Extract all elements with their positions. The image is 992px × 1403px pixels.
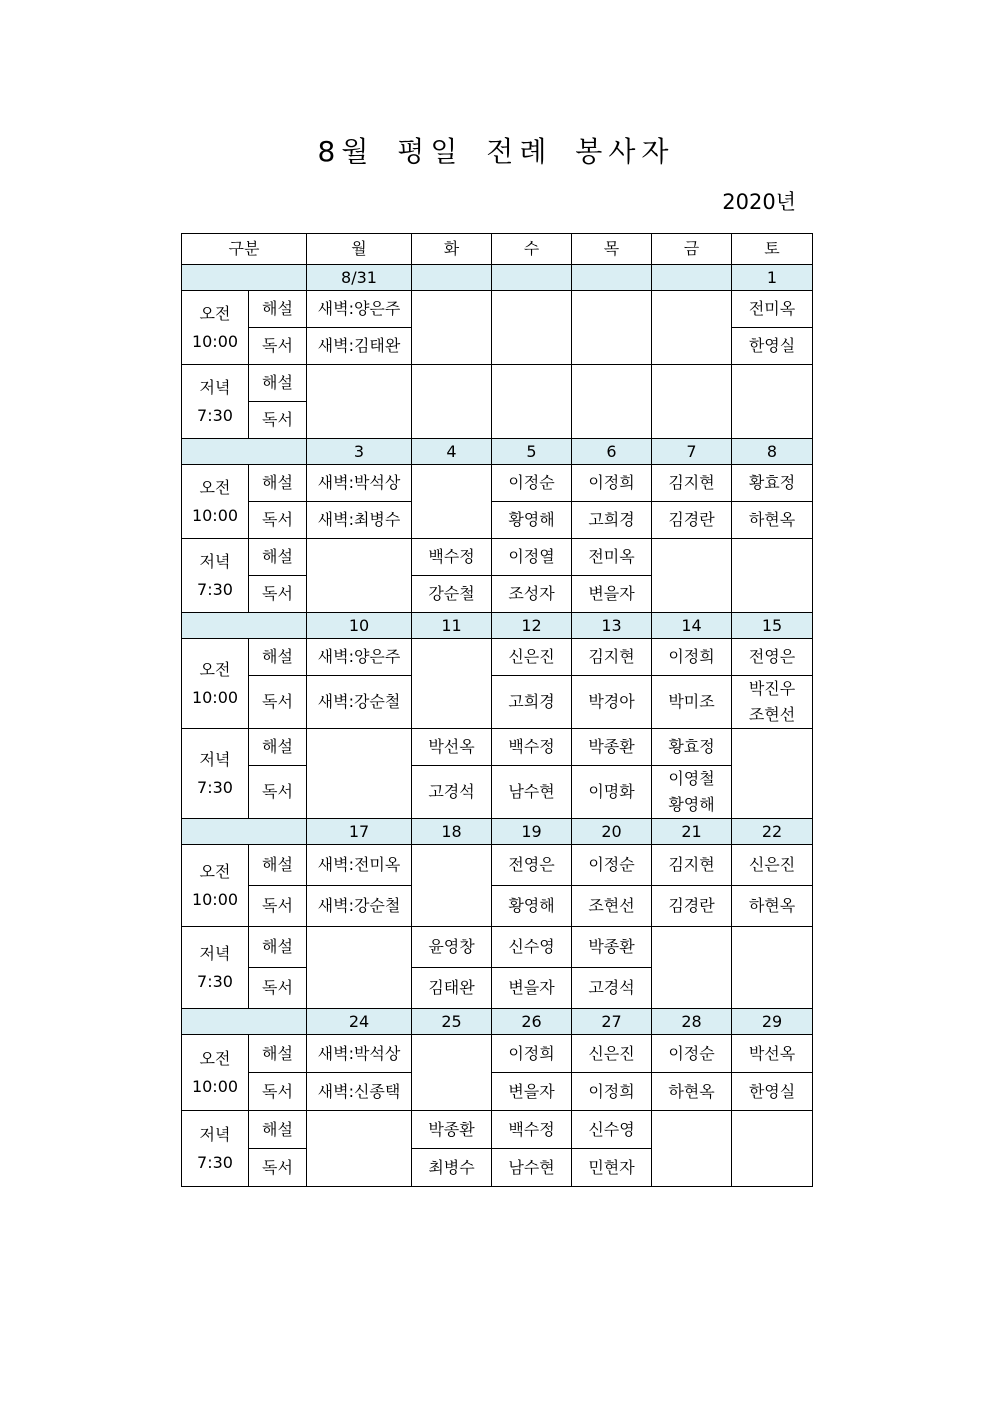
- date-cell: 18: [412, 819, 492, 845]
- volunteer-cell: 새벽:박석상: [307, 465, 412, 502]
- pm-session-label: [182, 365, 249, 439]
- volunteer-cell: 이정열: [492, 539, 572, 576]
- volunteer-cell: 하현옥: [732, 502, 813, 539]
- pm-commentary-row: [182, 1111, 813, 1149]
- volunteer-cell: 전미옥: [732, 291, 813, 328]
- volunteer-cell: 새벽:양은주: [307, 291, 412, 328]
- volunteer-cell: [307, 539, 412, 613]
- volunteer-cell: 한영실: [732, 328, 813, 365]
- volunteer-cell: 최병수: [412, 1149, 492, 1187]
- pm-time: 7:30: [197, 1152, 233, 1172]
- volunteer-cell: 고희경: [492, 676, 572, 729]
- schedule-table: [181, 233, 813, 1187]
- header-day-wed: 수: [492, 234, 572, 265]
- am-session-label: [182, 291, 249, 365]
- pm-session-label: [182, 927, 249, 1009]
- volunteer-name: 이영철: [668, 769, 715, 788]
- role-reading-label: 독서: [249, 1073, 307, 1111]
- pm-time: 7:30: [197, 777, 233, 797]
- volunteer-cell: 강순철: [412, 576, 492, 613]
- role-reading-label: 독서: [249, 402, 307, 439]
- date-cell: 25: [412, 1009, 492, 1035]
- date-cell: 4: [412, 439, 492, 465]
- volunteer-cell-multi: [732, 676, 813, 729]
- am-session-label: [182, 1035, 249, 1111]
- volunteer-cell: 황효정: [732, 465, 813, 502]
- pm-reading-row: [182, 766, 813, 819]
- am-label: 오전: [199, 477, 231, 497]
- volunteer-cell: 박종환: [412, 1111, 492, 1149]
- volunteer-cell: 윤영창: [412, 927, 492, 968]
- role-commentary-label: 해설: [249, 927, 307, 968]
- date-cell: 8/31: [307, 265, 412, 291]
- volunteer-cell: [412, 291, 492, 365]
- volunteer-cell: 하현옥: [732, 886, 813, 927]
- volunteer-cell: 새벽:강순철: [307, 676, 412, 729]
- volunteer-cell: 신은진: [732, 845, 813, 886]
- date-cell: 19: [492, 819, 572, 845]
- pm-session-label: [182, 539, 249, 613]
- am-label: 오전: [199, 1048, 231, 1068]
- volunteer-cell: 전미옥: [572, 539, 652, 576]
- date-cell: 5: [492, 439, 572, 465]
- date-cell: [492, 265, 572, 291]
- volunteer-cell: [572, 291, 652, 365]
- date-cell: 20: [572, 819, 652, 845]
- volunteer-cell: [307, 1111, 412, 1187]
- header-day-mon: 월: [307, 234, 412, 265]
- role-reading-label: 독서: [249, 766, 307, 819]
- volunteer-cell: [652, 539, 732, 613]
- volunteer-cell: 신수영: [492, 927, 572, 968]
- am-session-label: [182, 845, 249, 927]
- volunteer-cell: 변을자: [492, 968, 572, 1009]
- volunteer-cell: [652, 291, 732, 365]
- date-cell: 24: [307, 1009, 412, 1035]
- date-row: [182, 613, 813, 639]
- volunteer-cell: [492, 365, 572, 439]
- volunteer-cell: 민현자: [572, 1149, 652, 1187]
- role-reading-label: 독서: [249, 1149, 307, 1187]
- am-time: 10:00: [191, 505, 239, 525]
- volunteer-cell: 박종환: [572, 729, 652, 766]
- date-cell: 27: [572, 1009, 652, 1035]
- date-cell: 29: [732, 1009, 813, 1035]
- role-commentary-label: 해설: [249, 639, 307, 676]
- volunteer-cell: 박선옥: [732, 1035, 813, 1073]
- volunteer-cell: 신은진: [572, 1035, 652, 1073]
- volunteer-cell: [412, 845, 492, 927]
- pm-label: 저녁: [199, 749, 231, 769]
- role-commentary-label: 해설: [249, 291, 307, 328]
- volunteer-cell: 이정희: [572, 465, 652, 502]
- am-label: 오전: [199, 861, 231, 881]
- volunteer-cell: 황효정: [652, 729, 732, 766]
- volunteer-cell: 한영실: [732, 1073, 813, 1111]
- volunteer-cell: 황영해: [492, 502, 572, 539]
- date-cell-blank: [182, 265, 307, 291]
- volunteer-cell: 김경란: [652, 886, 732, 927]
- volunteer-cell: 김지현: [652, 845, 732, 886]
- header-day-fri: 금: [652, 234, 732, 265]
- role-commentary-label: 해설: [249, 845, 307, 886]
- role-reading-label: 독서: [249, 968, 307, 1009]
- role-commentary-label: 해설: [249, 1111, 307, 1149]
- volunteer-cell: 황영해: [492, 886, 572, 927]
- date-cell: 6: [572, 439, 652, 465]
- document-year: 2020년: [722, 190, 796, 214]
- date-cell: 7: [652, 439, 732, 465]
- volunteer-name: 황영해: [668, 795, 715, 814]
- volunteer-cell: 새벽:양은주: [307, 639, 412, 676]
- volunteer-cell: [732, 539, 813, 613]
- date-cell-blank: [182, 1009, 307, 1035]
- volunteer-cell: [652, 927, 732, 1009]
- role-commentary-label: 해설: [249, 365, 307, 402]
- volunteer-cell: [307, 729, 412, 819]
- volunteer-cell: 박경아: [572, 676, 652, 729]
- volunteer-cell: [412, 365, 492, 439]
- date-cell: 11: [412, 613, 492, 639]
- header-row: [182, 234, 813, 265]
- volunteer-cell: [307, 365, 412, 439]
- volunteer-cell: 신수영: [572, 1111, 652, 1149]
- role-commentary-label: 해설: [249, 539, 307, 576]
- volunteer-cell: 백수정: [412, 539, 492, 576]
- volunteer-cell: 이정희: [572, 1073, 652, 1111]
- volunteer-cell: 조현선: [572, 886, 652, 927]
- am-commentary-row: [182, 1035, 813, 1073]
- role-commentary-label: 해설: [249, 465, 307, 502]
- date-cell-blank: [182, 819, 307, 845]
- volunteer-cell: 전영은: [732, 639, 813, 676]
- volunteer-cell: 이정순: [492, 465, 572, 502]
- date-cell: 17: [307, 819, 412, 845]
- am-time: 10:00: [191, 331, 239, 351]
- pm-commentary-row: [182, 927, 813, 968]
- date-cell: 3: [307, 439, 412, 465]
- volunteer-cell: 이정순: [572, 845, 652, 886]
- header-category: 구분: [182, 234, 307, 265]
- volunteer-cell: 김경란: [652, 502, 732, 539]
- role-commentary-label: 해설: [249, 1035, 307, 1073]
- date-cell: [652, 265, 732, 291]
- pm-time: 7:30: [197, 971, 233, 991]
- volunteer-cell: [732, 1111, 813, 1187]
- pm-session-label: [182, 1111, 249, 1187]
- am-label: 오전: [199, 659, 231, 679]
- volunteer-cell: [412, 465, 492, 539]
- volunteer-cell: [732, 365, 813, 439]
- date-row: [182, 439, 813, 465]
- volunteer-cell: 남수현: [492, 1149, 572, 1187]
- volunteer-cell: 변을자: [572, 576, 652, 613]
- date-cell: [412, 265, 492, 291]
- volunteer-cell: 조성자: [492, 576, 572, 613]
- role-reading-label: 독서: [249, 576, 307, 613]
- volunteer-cell: [732, 729, 813, 819]
- volunteer-cell: 새벽:신종택: [307, 1073, 412, 1111]
- volunteer-cell: [492, 291, 572, 365]
- am-reading-row: [182, 886, 813, 927]
- volunteer-cell: 백수정: [492, 729, 572, 766]
- volunteer-cell: 새벽:김태완: [307, 328, 412, 365]
- volunteer-cell: 고희경: [572, 502, 652, 539]
- volunteer-cell: [412, 1035, 492, 1111]
- pm-label: 저녁: [199, 1124, 231, 1144]
- date-cell: 13: [572, 613, 652, 639]
- volunteer-cell: 이정순: [652, 1035, 732, 1073]
- date-cell: 21: [652, 819, 732, 845]
- date-cell-blank: [182, 613, 307, 639]
- volunteer-cell: 고경석: [412, 766, 492, 819]
- am-reading-row: [182, 676, 813, 729]
- volunteer-cell: 새벽:강순철: [307, 886, 412, 927]
- volunteer-cell: 전영은: [492, 845, 572, 886]
- pm-time: 7:30: [197, 405, 233, 425]
- volunteer-cell: [732, 927, 813, 1009]
- volunteer-cell: 새벽:박석상: [307, 1035, 412, 1073]
- am-commentary-row: [182, 845, 813, 886]
- date-cell: 12: [492, 613, 572, 639]
- date-cell-blank: [182, 439, 307, 465]
- page-title: 8월 평일 전례 봉사자: [317, 135, 675, 168]
- volunteer-name: 조현선: [748, 705, 796, 724]
- pm-label: 저녁: [199, 377, 231, 397]
- date-cell: [572, 265, 652, 291]
- volunteer-cell: 김지현: [652, 465, 732, 502]
- am-session-label: [182, 639, 249, 729]
- pm-session-label: [182, 729, 249, 819]
- date-cell: 22: [732, 819, 813, 845]
- date-row: [182, 265, 813, 291]
- volunteer-cell: [652, 1111, 732, 1187]
- am-label: 오전: [199, 303, 231, 323]
- role-reading-label: 독서: [249, 328, 307, 365]
- pm-label: 저녁: [199, 943, 231, 963]
- date-cell: 26: [492, 1009, 572, 1035]
- volunteer-cell: [572, 365, 652, 439]
- date-cell: 8: [732, 439, 813, 465]
- am-time: 10:00: [191, 889, 239, 909]
- volunteer-name: 박진우: [748, 679, 796, 698]
- volunteer-cell: 김지현: [572, 639, 652, 676]
- pm-commentary-row: [182, 539, 813, 576]
- volunteer-cell: 변을자: [492, 1073, 572, 1111]
- am-time: 10:00: [191, 687, 239, 707]
- volunteer-cell: 이정희: [492, 1035, 572, 1073]
- pm-commentary-row: [182, 365, 813, 402]
- volunteer-cell: [412, 639, 492, 729]
- am-reading-row: [182, 502, 813, 539]
- role-reading-label: 독서: [249, 886, 307, 927]
- am-session-label: [182, 465, 249, 539]
- role-commentary-label: 해설: [249, 729, 307, 766]
- volunteer-cell: 신은진: [492, 639, 572, 676]
- volunteer-cell: 하현옥: [652, 1073, 732, 1111]
- volunteer-cell: 새벽:전미옥: [307, 845, 412, 886]
- volunteer-cell: 남수현: [492, 766, 572, 819]
- date-row: [182, 819, 813, 845]
- pm-label: 저녁: [199, 551, 231, 571]
- header-day-sat: 토: [732, 234, 813, 265]
- volunteer-cell: [307, 927, 412, 1009]
- pm-commentary-row: [182, 729, 813, 766]
- date-cell: 28: [652, 1009, 732, 1035]
- header-day-tue: 화: [412, 234, 492, 265]
- volunteer-cell: 박선옥: [412, 729, 492, 766]
- date-cell: 14: [652, 613, 732, 639]
- volunteer-cell: 박미조: [652, 676, 732, 729]
- volunteer-cell: 박종환: [572, 927, 652, 968]
- volunteer-cell: 이명화: [572, 766, 652, 819]
- am-commentary-row: [182, 639, 813, 676]
- volunteer-cell: 고경석: [572, 968, 652, 1009]
- am-commentary-row: [182, 291, 813, 328]
- volunteer-cell: 백수정: [492, 1111, 572, 1149]
- header-day-thu: 목: [572, 234, 652, 265]
- date-cell: 1: [732, 265, 813, 291]
- volunteer-cell-multi: [652, 766, 732, 819]
- am-commentary-row: [182, 465, 813, 502]
- pm-time: 7:30: [197, 579, 233, 599]
- role-reading-label: 독서: [249, 502, 307, 539]
- date-row: [182, 1009, 813, 1035]
- volunteer-cell: 김태완: [412, 968, 492, 1009]
- date-cell: 10: [307, 613, 412, 639]
- volunteer-cell: 이정희: [652, 639, 732, 676]
- am-reading-row: [182, 1073, 813, 1111]
- volunteer-cell: 새벽:최병수: [307, 502, 412, 539]
- role-reading-label: 독서: [249, 676, 307, 729]
- am-time: 10:00: [191, 1076, 239, 1096]
- volunteer-cell: [652, 365, 732, 439]
- date-cell: 15: [732, 613, 813, 639]
